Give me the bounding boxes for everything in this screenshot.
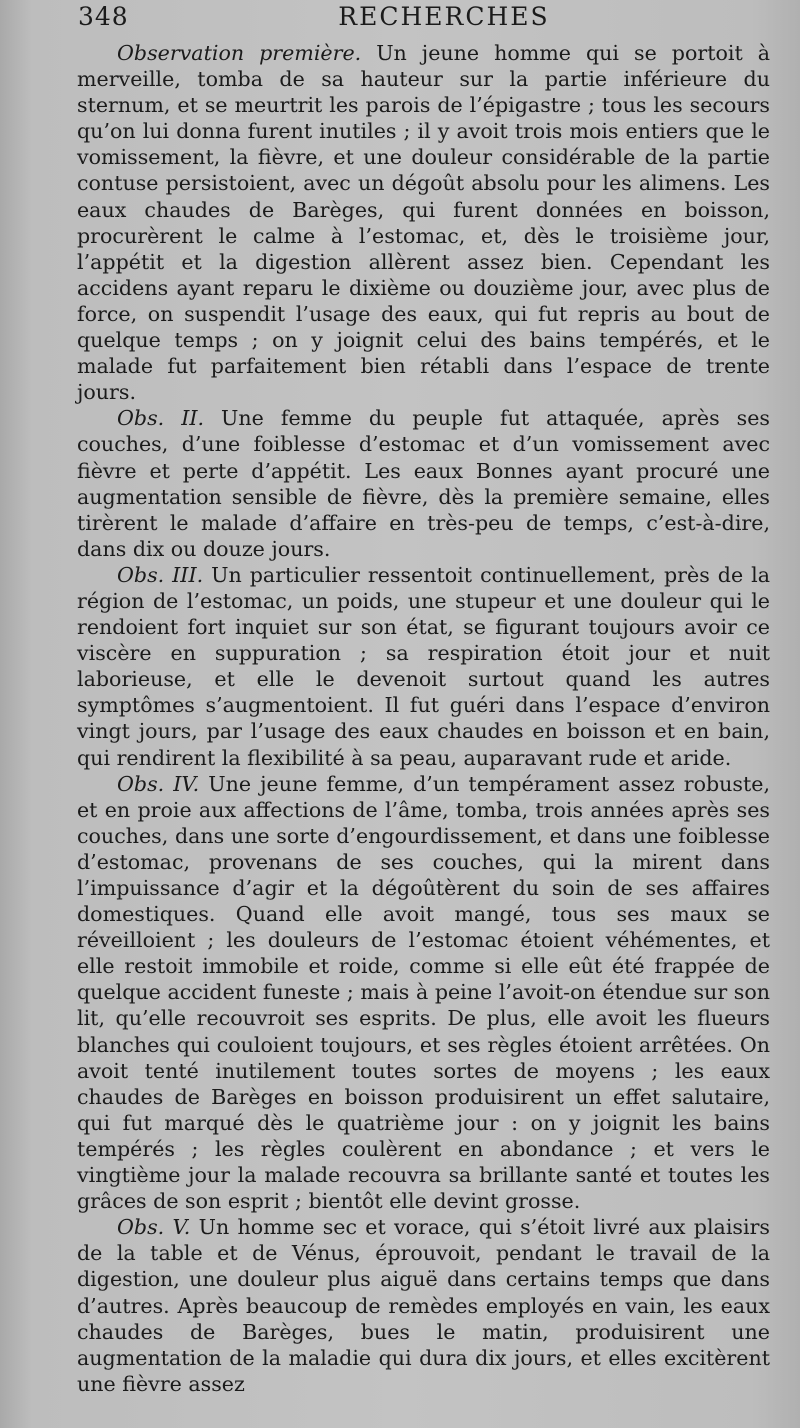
running-head: RECHERCHES <box>338 2 550 31</box>
observation-text: Un jeune homme qui se portoit à merveille, tomba de sa hauteur sur la partie inférieure du sternum, et se meurtrit les parois de l’épigastre ; tous les secours qu’on lui donna furent inutiles ; il y avoit trois mois entiers que le vomissement, la fièvre, et une douleur considérable de la partie contuse persistoient, avec un dégoût absolu pour les alimens. Les eaux chaudes de Barèges, qui furent données en boisson, procurèrent le calme à l’estomac, et, dès le troisième jour, l’appétit et la digestion allèrent assez bien. Cependant les accidens ayant reparu le dixième ou douzième jour, avec plus de force, on suspendit l’usage des eaux, qui fut repris au bout de quelque temps ; on y joignit celui des bains tempérés, et le malade fut parfaitement bien rétabli dans l’espace de trente jours. <box>77 41 770 405</box>
observation-label: Observation première. <box>117 41 362 65</box>
observation-text: Une femme du peuple fut attaquée, après ses couches, d’une foiblesse d’estomac et d’un vomissement avec fièvre et perte d’appétit. Les eaux Bonnes ayant procuré une augmentation sensible de fièvre, dès la première semaine, elles tirèrent le malade d’affaire en très-peu de temps, c’est-à-dire, dans dix ou douze jours. <box>77 406 770 561</box>
page-number: 348 <box>78 2 129 31</box>
body-text <box>77 40 770 1397</box>
observation-5 <box>77 1214 770 1397</box>
observation-1 <box>77 40 770 405</box>
observation-4 <box>77 771 770 1215</box>
observation-label: Obs. IV. <box>117 771 200 796</box>
observation-text: Un homme sec et vorace, qui s’étoit livré aux plaisirs de la table et de Vénus, éprouvoit, pendant le travail de la digestion, une douleur plus aiguë dans certains temps que dans d’autres. Après beaucoup de remèdes employés en vain, les eaux chaudes de Barèges, bues le matin, produisirent une augmentation de la maladie qui dura dix jours, et elles excitèrent une fièvre assez <box>77 1215 770 1396</box>
observation-3 <box>77 562 770 771</box>
page-header <box>78 2 770 42</box>
observation-text: Une jeune femme, d’un tempérament assez robuste, et en proie aux affections de l’âme, tomba, trois années après ses couches, dans une sorte d’engourdissement, et dans une foiblesse d’estomac, provenans de ses couches, qui la mirent dans l’impuissance d’agir et la dégoûtèrent du soin de ses affaires domestiques. Quand elle avoit mangé, tous ses maux se réveilloient ; les douleurs de l’estomac étoient véhémentes, et elle restoit immobile et roide, comme si elle eût été frappée de quelque accident funeste ; mais à peine l’avoit-on étendue sur son lit, qu’elle recouvroit ses esprits. De plus, elle avoit les flueurs blanches qui couloient toujours, et ses règles étoient arrêtées. On avoit tenté inutilement toutes sortes de moyens ; les eaux chaudes de Barèges en boisson produisirent un effet salutaire, qui fut marqué dès le quatrième jour : on y joignit les bains tempérés ; les règles coulèrent en abondance ; et vers le vingtième jour la malade recouvra sa brillante santé et toutes les grâces de son esprit ; bientôt elle devint grosse. <box>77 771 770 1214</box>
observation-2 <box>77 405 770 562</box>
observation-label: Obs. V. <box>117 1215 191 1240</box>
observation-text: Un particulier ressentoit continuellement, près de la région de l’estomac, un poids, une stupeur et une douleur qui le rendoient fort inquiet sur son état, se figurant toujours avoir ce viscère en suppuration ; sa respiration étoit jour et nuit laborieuse, et elle le devenoit surtout quand les autres symptômes s’augmentoient. Il fut guéri dans l’espace d’environ vingt jours, par l’usage des eaux chaudes en boisson et en bain, qui rendirent la flexibilité à sa peau, auparavant rude et aride. <box>77 562 771 770</box>
observation-label: Obs. III. <box>117 562 204 587</box>
observation-label: Obs. II. <box>117 406 205 431</box>
